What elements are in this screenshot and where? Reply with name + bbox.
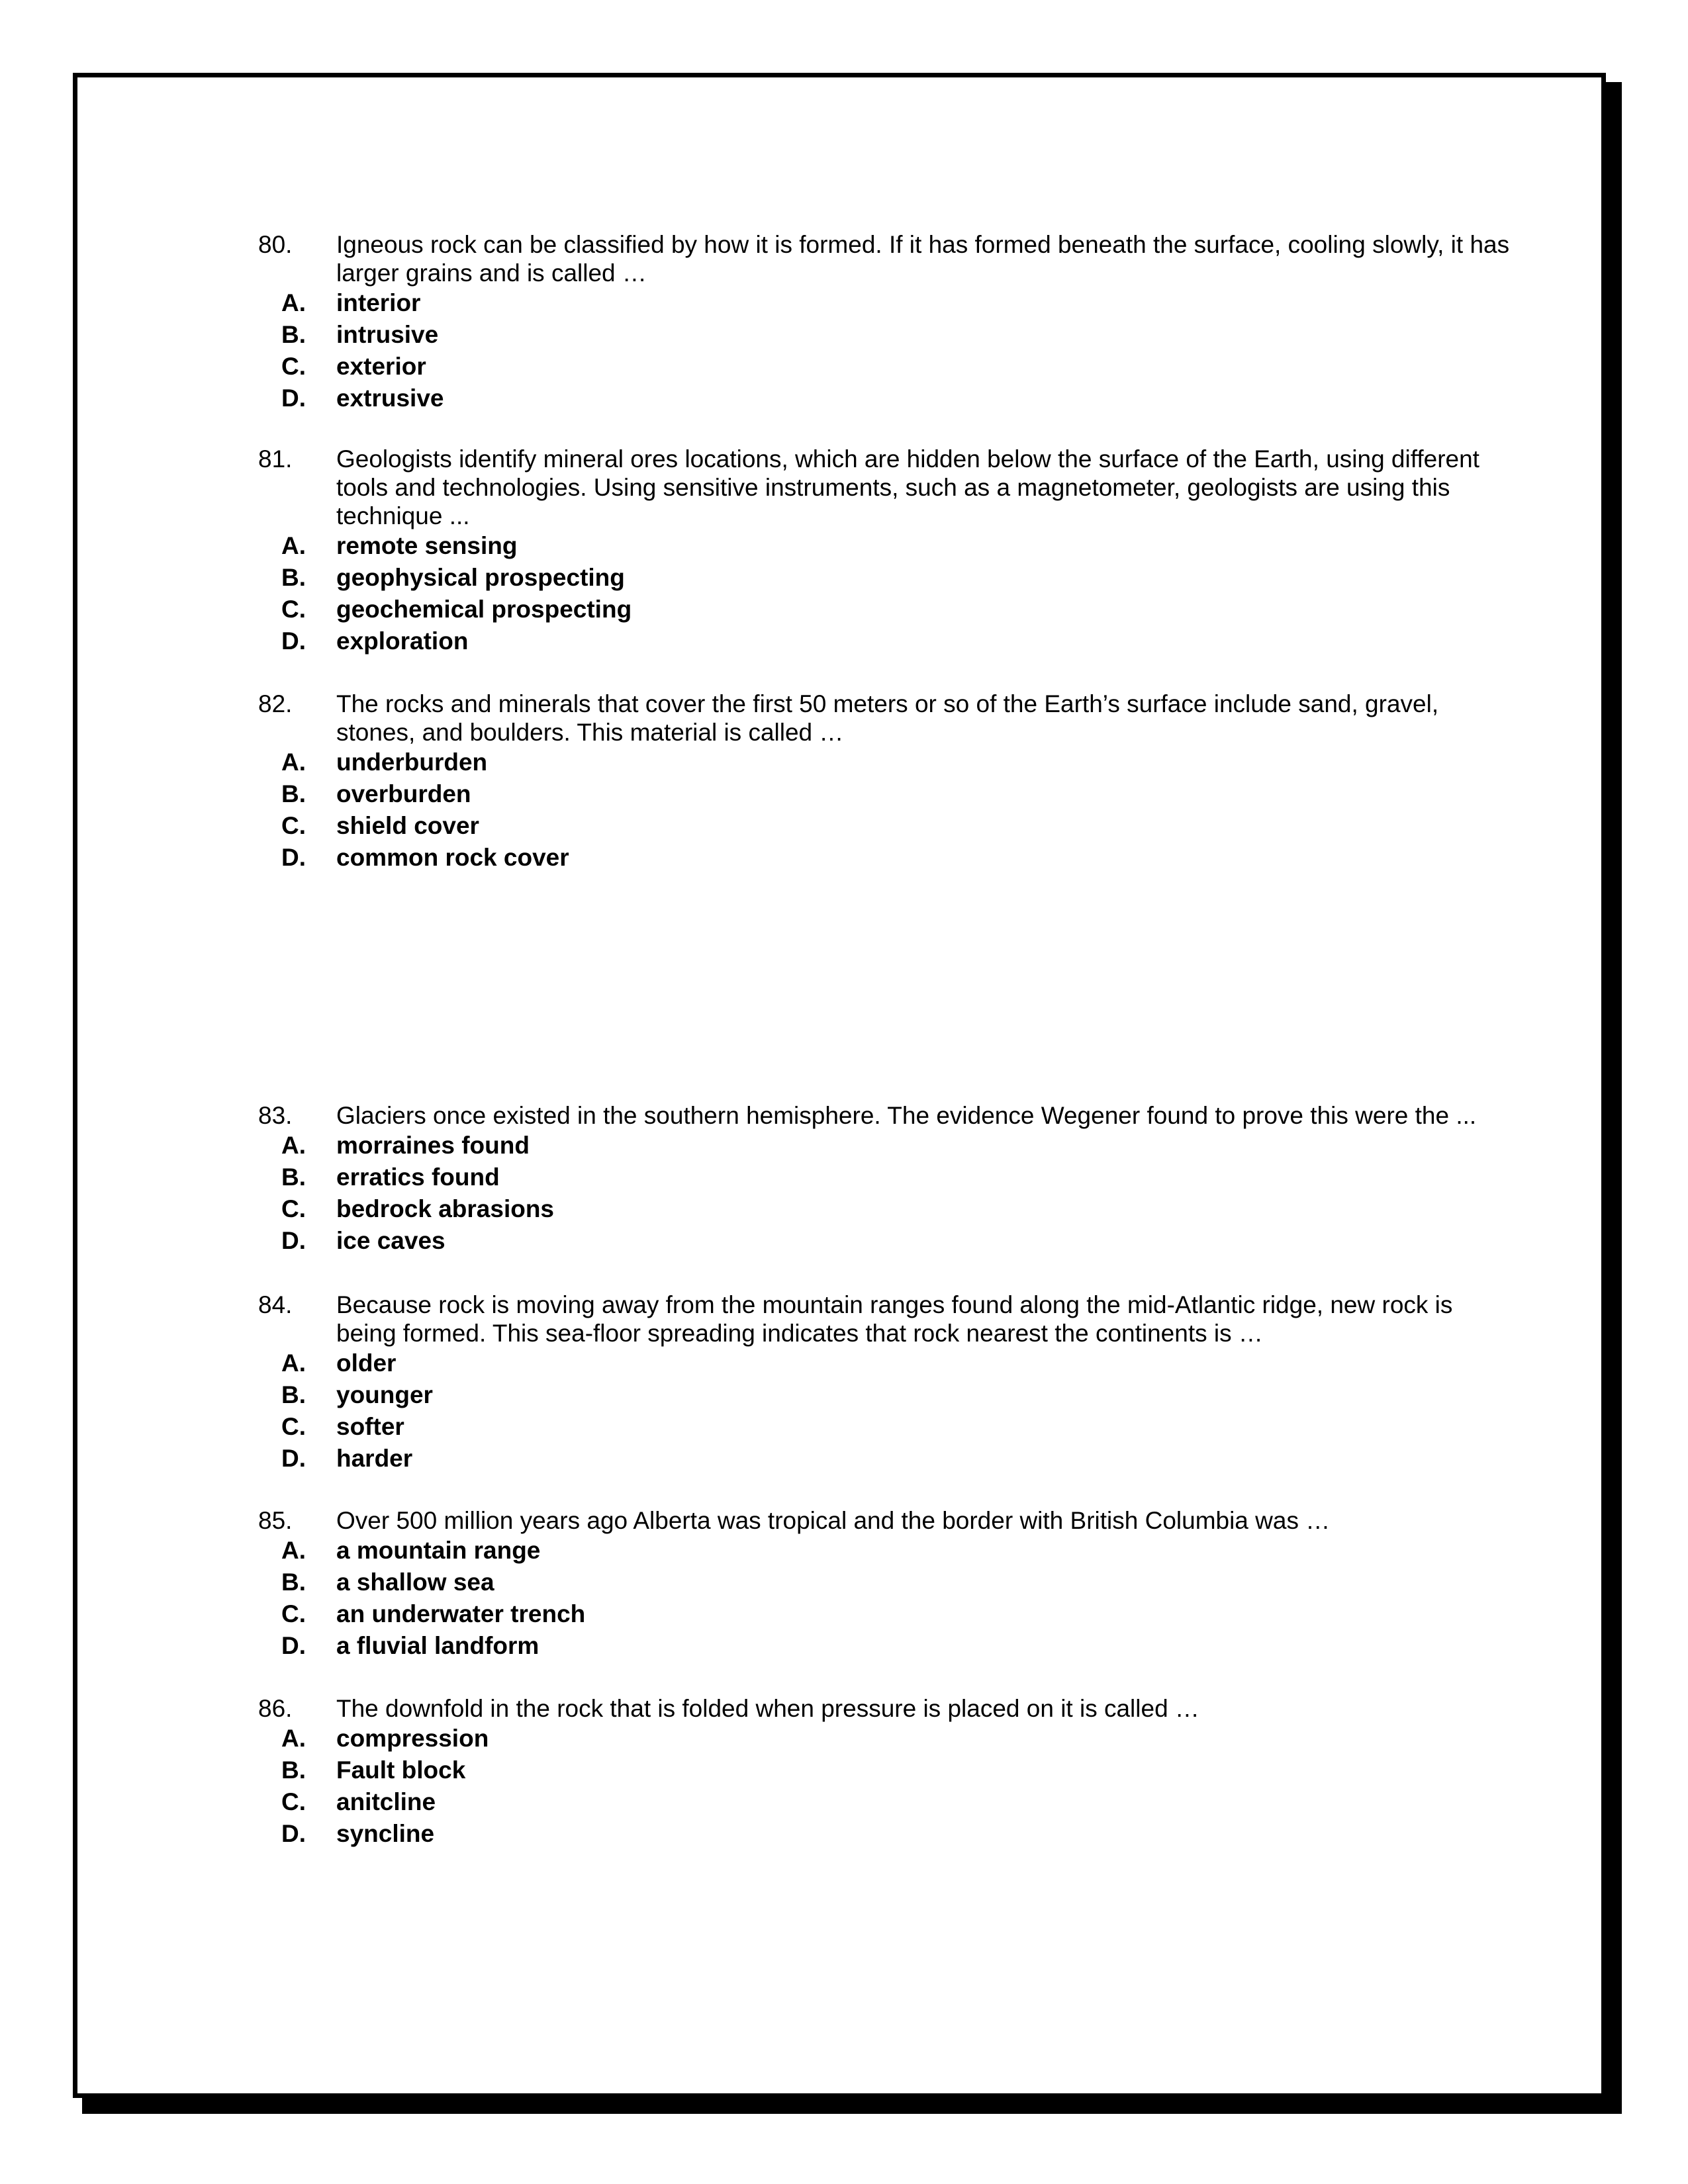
answer-options (258, 1130, 1516, 1257)
option-c[interactable] (258, 810, 1516, 842)
option-c[interactable] (258, 1193, 1516, 1225)
option-letter: B. (281, 1163, 306, 1191)
question-83 (258, 1101, 1516, 1257)
option-letter: D. (281, 1227, 306, 1254)
option-text: bedrock abrasions (336, 1195, 555, 1222)
option-letter: C. (281, 1413, 306, 1440)
option-letter: C. (281, 812, 306, 839)
option-letter: C. (281, 1195, 306, 1222)
question-stem (258, 690, 1516, 747)
option-text: underburden (336, 749, 488, 776)
option-text: an underwater trench (336, 1600, 586, 1627)
question-number: 80. (258, 231, 293, 258)
question-85 (258, 1506, 1516, 1662)
option-text: ice caves (336, 1227, 445, 1254)
question-86 (258, 1694, 1516, 1850)
option-text: softer (336, 1413, 404, 1440)
option-text: a shallow sea (336, 1569, 494, 1596)
question-stem (258, 1694, 1516, 1723)
answer-options (258, 287, 1516, 414)
option-letter: B. (281, 564, 306, 591)
option-text: geochemical prospecting (336, 596, 632, 623)
option-letter: D. (281, 1445, 306, 1472)
question-number: 86. (258, 1695, 293, 1722)
option-letter: C. (281, 596, 306, 623)
option-b[interactable] (258, 1754, 1516, 1786)
option-letter: B. (281, 1381, 306, 1408)
option-d[interactable] (258, 1443, 1516, 1475)
option-d[interactable] (258, 383, 1516, 414)
option-d[interactable] (258, 1818, 1516, 1850)
option-text: a mountain range (336, 1537, 541, 1564)
option-d[interactable] (258, 842, 1516, 874)
option-letter: A. (281, 749, 306, 776)
option-d[interactable] (258, 1630, 1516, 1662)
option-text: anitcline (336, 1788, 436, 1815)
option-b[interactable] (258, 1161, 1516, 1193)
question-stem (258, 445, 1516, 530)
option-letter: A. (281, 1725, 306, 1752)
option-c[interactable] (258, 351, 1516, 383)
option-a[interactable] (258, 747, 1516, 778)
option-text: Fault block (336, 1756, 466, 1784)
option-a[interactable] (258, 1723, 1516, 1754)
option-a[interactable] (258, 1347, 1516, 1379)
answer-options (258, 747, 1516, 874)
option-letter: B. (281, 1569, 306, 1596)
option-letter: B. (281, 1756, 306, 1784)
option-letter: B. (281, 321, 306, 348)
option-text: compression (336, 1725, 489, 1752)
option-letter: A. (281, 1132, 306, 1159)
option-text: syncline (336, 1820, 435, 1847)
option-text: intrusive (336, 321, 439, 348)
option-letter: A. (281, 1349, 306, 1377)
option-a[interactable] (258, 1130, 1516, 1161)
option-a[interactable] (258, 287, 1516, 319)
option-text: shield cover (336, 812, 479, 839)
option-d[interactable] (258, 1225, 1516, 1257)
option-b[interactable] (258, 1379, 1516, 1411)
option-b[interactable] (258, 1567, 1516, 1598)
question-80 (258, 230, 1516, 414)
option-letter: C. (281, 1600, 306, 1627)
option-letter: B. (281, 780, 306, 807)
option-letter: D. (281, 1820, 306, 1847)
answer-options (258, 1535, 1516, 1662)
option-text: overburden (336, 780, 471, 807)
option-text: younger (336, 1381, 433, 1408)
option-d[interactable] (258, 625, 1516, 657)
question-text: Over 500 million years ago Alberta was tropical and the border with British Columbia was … (336, 1507, 1331, 1534)
option-text: interior (336, 289, 421, 316)
question-text: Igneous rock can be classified by how it is formed. If it has formed beneath the surface, cooling slowly, it has larger grains and is called … (336, 231, 1510, 287)
option-b[interactable] (258, 778, 1516, 810)
option-letter: A. (281, 532, 306, 559)
option-text: common rock cover (336, 844, 569, 871)
question-number: 83. (258, 1102, 293, 1129)
answer-options (258, 1347, 1516, 1475)
option-text: extrusive (336, 385, 444, 412)
question-number: 85. (258, 1507, 293, 1534)
option-letter: A. (281, 289, 306, 316)
option-c[interactable] (258, 1411, 1516, 1443)
option-letter: D. (281, 627, 306, 655)
option-letter: C. (281, 353, 306, 380)
question-text: The downfold in the rock that is folded when pressure is placed on it is called … (336, 1695, 1199, 1722)
question-stem (258, 1291, 1516, 1347)
option-a[interactable] (258, 530, 1516, 562)
question-text: The rocks and minerals that cover the first 50 meters or so of the Earth’s surface include sand, gravel, stones, and boulders. This material is called … (336, 690, 1439, 746)
option-text: exploration (336, 627, 469, 655)
option-letter: A. (281, 1537, 306, 1564)
option-letter: D. (281, 385, 306, 412)
option-text: a fluvial landform (336, 1632, 539, 1659)
option-c[interactable] (258, 1598, 1516, 1630)
option-letter: D. (281, 844, 306, 871)
option-c[interactable] (258, 594, 1516, 625)
question-stem (258, 1101, 1516, 1130)
question-number: 84. (258, 1291, 293, 1318)
question-81 (258, 445, 1516, 657)
question-text: Because rock is moving away from the mountain ranges found along the mid-Atlantic ridge, new rock is being formed. This sea-floor spreading indicates that rock nearest the continents is … (336, 1291, 1453, 1347)
question-stem (258, 230, 1516, 287)
option-c[interactable] (258, 1786, 1516, 1818)
option-b[interactable] (258, 562, 1516, 594)
option-text: morraines found (336, 1132, 530, 1159)
question-number: 81. (258, 445, 293, 473)
option-text: exterior (336, 353, 426, 380)
option-text: remote sensing (336, 532, 518, 559)
question-text: Geologists identify mineral ores locations, which are hidden below the surface of the Earth, using different tools and technologies. Using sensitive instruments, such as a magnetometer, geologists are using this technique ... (336, 445, 1479, 529)
option-text: harder (336, 1445, 413, 1472)
question-84 (258, 1291, 1516, 1475)
option-letter: C. (281, 1788, 306, 1815)
question-82 (258, 690, 1516, 874)
option-text: geophysical prospecting (336, 564, 625, 591)
option-letter: D. (281, 1632, 306, 1659)
option-b[interactable] (258, 319, 1516, 351)
question-stem (258, 1506, 1516, 1535)
answer-options (258, 1723, 1516, 1850)
answer-options (258, 530, 1516, 657)
question-text: Glaciers once existed in the southern hemisphere. The evidence Wegener found to prove this were the ... (336, 1102, 1477, 1129)
option-text: older (336, 1349, 397, 1377)
option-a[interactable] (258, 1535, 1516, 1567)
option-text: erratics found (336, 1163, 500, 1191)
question-number: 82. (258, 690, 293, 717)
